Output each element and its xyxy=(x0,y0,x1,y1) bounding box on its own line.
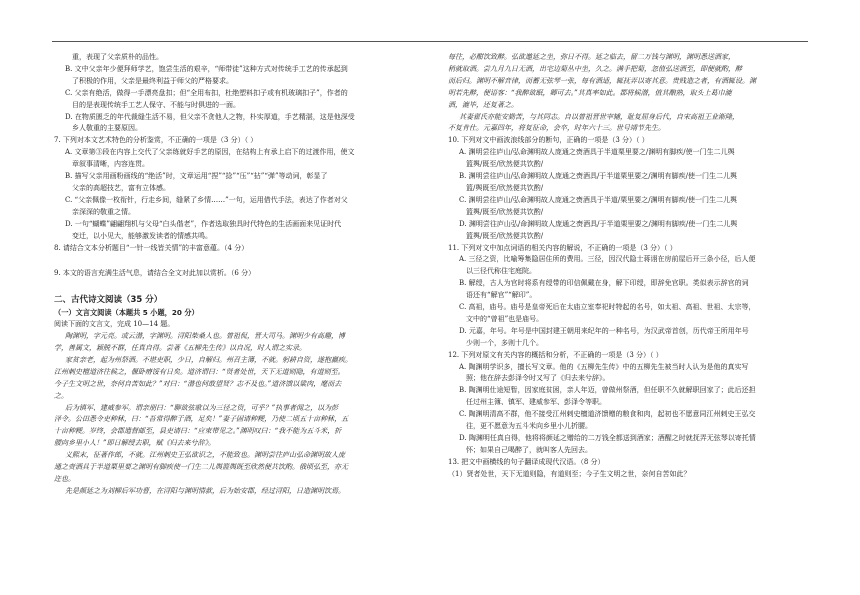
right-column xyxy=(448,52,818,481)
left-column-line: （一）文言文阅读（本题共 5 小题，20 分） xyxy=(54,308,199,318)
left-column-line: 学，善属文，颖脱不群，任真自得。尝著《五柳先生传》以自况，时人谓之实录。 xyxy=(54,344,306,353)
right-column-line: 篮舆/既至/欣然便共饮酌/ xyxy=(466,207,544,216)
left-column-line: 重，表现了父亲质朴的品性。 xyxy=(72,53,163,61)
left-column-line: 今子生文明之世，奈何自苦如此？”对曰：“潜也何敢望贤？志不及也。”道济馈以粱肉，麾而去 xyxy=(54,379,342,388)
right-column-line: 13. 把文中画横线的句子翻译成现代汉语。（8 分） xyxy=(448,457,605,466)
header-rule xyxy=(52,41,808,42)
right-column-line: C. 渊明尝往庐山/弘命渊明故人庞通之赍酒具于半道/栗里要之/渊明有脚疾/使一门生二儿舆 xyxy=(459,195,737,204)
right-column-line: 11. 下列对文中加点词语的相关内容的解说，不正确的一项是（3 分）（ ） xyxy=(448,243,677,252)
left-column-line: 十亩种粳。岁终，会郡遣督邮至，县吏请曰：“应束带见之。”渊明叹曰：“我不能为五斗米，折 xyxy=(54,427,342,436)
right-column-line: （1）贤者处世，天下无道则隐，有道则至；今子生文明之世，奈何自苦如此？ xyxy=(448,469,691,478)
left-column-line: 家贫亲老，起为州祭酒。不堪吏职，少日，自解归。州召主簿，不就。躬耕自资，遂抱羸疾。 xyxy=(65,355,352,364)
right-column-line: B. 解绶，古人为官时将系有绶带的印信佩戴在身，解下印绶，即辞免官职。类似表示辞官的词 xyxy=(459,279,749,288)
left-column-line: 了积极的作用，父亲是最终利益于师父的严格要求。 xyxy=(72,76,233,85)
right-column-line: C. 陶渊明清高不群，他不接受江州刺史檀道济馈赠的粮食和肉，起初也不愿意同江州刺史王弘交 xyxy=(459,410,756,419)
left-column-line: 先是颜延之为刘柳后军功曹，在浔阳与渊明情款，后为始安郡，经过浔阳，日造渊明饮焉。 xyxy=(65,486,345,495)
left-column-line: 迕也。 xyxy=(54,475,75,483)
right-column-line: 而后归。渊明不解音律，而蓄无弦琴一张，每有酒适，辄抚弄以寄其意。贵贱造之者，有酒辄设。渊 xyxy=(448,76,756,85)
right-column-line: A. 渊明尝往庐山/弘命渊明故人庞通之赍酒具于半道栗里要之/渊明有脚疾/使一门生二儿舆 xyxy=(459,148,735,157)
left-column-line: 腰向乡里小人！”即日解绶去职，赋《归去来兮辞》。 xyxy=(54,439,216,448)
right-column-line: A. 三径之资，比喻筹集隐居住所的费用。三径，因汉代隐士蒋诩在房前屋后开三条小径，后人便 xyxy=(459,255,756,264)
right-column-line: A. 陶渊明学识多，擅长写文章。他的《五柳先生传》中的五柳先生被当时人认为是他的真实写 xyxy=(459,362,749,371)
right-column-line: 篮舆/既至/欣然便共饮酌/ xyxy=(466,231,544,240)
right-column-line: 篮/舆既至/欣然便共饮酌/ xyxy=(466,183,544,192)
left-column-line: 后为镇军、建威参军。谓亲朋曰：“聊欲弦歌以为三径之资，可乎？”执事者闻之，以为彭 xyxy=(65,403,339,412)
right-column-line: B. 渊明尝往庐山/弘命渊明故人庞通之赍酒具/于半道栗里要之/渊明有脚疾/使一门生二儿舆 xyxy=(459,172,738,181)
left-column-line: 8. 请结合文本分析题目“一针一线皆关情”的丰富意蕴。（4 分） xyxy=(54,243,249,252)
left-column-line: 陶渊明，字元亮。或云潜，字渊明。浔阳柴桑人也。曾祖侃，晋大司马。渊明少有高趣，博 xyxy=(65,332,345,341)
right-column-line: 任过州主簿、镇军、建威参军、彭泽令等职。 xyxy=(466,398,606,407)
right-column-line: 少则一个，多则十几个。 xyxy=(466,338,543,347)
left-column-line: B. 文中父亲年少便拜师学艺，饱尝生活的艰辛，“师带徒”这种方式对传统手工艺的传承起到 xyxy=(65,64,348,73)
right-column-line: D. 渊明尝往庐山弘/命渊明故人庞通之赍酒具/于半道栗里要之/渊明有脚疾/使一门生二儿舆 xyxy=(459,219,738,228)
left-column-line: C. 父亲有绝活，做得一手漂亮盘扣；但“全用布扣，杜绝塑料扣子或有机玻璃扣子”，作者的 xyxy=(65,88,348,97)
right-column-line: D. 元嘉，年号。年号是中国封建王朝用来纪年的一种名号，为汉武帝首创，历代帝王所用年号 xyxy=(459,326,749,335)
left-column-line: D. 在物质匮乏的年代裁缝生活不易，但父亲不贪他人之物，朴实厚道，手艺精湛，这是他深受 xyxy=(65,112,355,121)
left-column xyxy=(54,52,424,498)
left-column-line: 江州刺史檀道济往候之，偃卧瘠馁有日矣。道济谓曰：“贤者处世，天下无道则隐，有道则至。 xyxy=(54,367,345,376)
left-column-line: 7. 下列对本文艺术特色的分析鉴赏，不正确的一项是（3 分）（ ） xyxy=(54,136,258,145)
left-column-line: B. 描写父亲用画粉画线的“绝活”时，文章运用“捏”“捻”“压”“拈”“弹”等动词，彰显了 xyxy=(65,172,328,181)
right-column-line: 稍就取酒。尝九月九日无酒，出宅边菊丛中坐，久之。满手把菊，忽值弘送酒至，即便就酌，醉 xyxy=(448,64,742,73)
right-column-line: D. 陶渊明任真自得，他将将颜延之赠给的二万钱全都送到酒家；酒醒之时就抚弄无弦琴以寄托情 xyxy=(459,434,756,442)
right-column-line: 不复肯仕。元嘉四年，将复征命，会卒，时年六十三。世号靖节先生。 xyxy=(448,124,665,133)
right-column-line: 每往，必酣饮致醉。弘欲邀延之坐，弥日不得。延之临去，留二万钱与渊明，渊明悉送酒家， xyxy=(448,53,735,61)
left-column-line: A. 文章第③段在内容上交代了父亲练就好手艺的原因，在结构上有承上启下的过渡作用，使文 xyxy=(65,148,355,157)
right-column-line: 10. 下列对文中画波浪线部分的断句，正确的一项是（3 分）（ ） xyxy=(448,136,649,145)
right-column-line: 酒，漉毕，还复著之。 xyxy=(448,100,518,109)
left-column-line: 9. 本文的语言充满生活气息，请结合全文对此加以赏析。（6 分） xyxy=(54,269,256,278)
right-column-line: 怀；如果自己喝醉了，就叫客人先回去。 xyxy=(466,445,592,454)
left-column-line: 目的是表现传统手工艺人保守、不能与时俱进的一面。 xyxy=(72,100,240,109)
left-column-line: 亲深深的敬重之情。 xyxy=(72,207,135,216)
left-column-line xyxy=(54,254,424,268)
left-column-line: 父亲的高超技艺，富有立体感。 xyxy=(72,183,170,192)
left-column-line: 乡人敬重的主要原因。 xyxy=(72,124,142,133)
left-column-line: 章叙事清晰，内容连贯。 xyxy=(72,160,149,169)
left-column-line: 之。 xyxy=(54,391,68,400)
left-column-line: 变迁，以小见大，能够激发读者的情感共鸣。 xyxy=(72,231,212,240)
left-column-line: 泽令。公田悉令吏种秫，曰：“吾常得醉于酒，足矣！”妻子固请种粳，乃使二顷五十亩种秫，五 xyxy=(54,415,349,424)
right-column-line: 篮舆/既至/欣然便共饮酌/ xyxy=(466,160,544,169)
left-column-line: 义熙末，征著作郎，不就。江州刺史王弘欲识之，不能致也。渊明尝往庐山弘命渊明故人庞 xyxy=(65,451,345,460)
left-column-line: 阅读下面的文言文，完成 10—14 题。 xyxy=(54,320,175,329)
left-column-line: C. “父亲佩像一枚衔针，行走乡间，缝紧了乡情……”一句，运用借代手法，表达了作者对父 xyxy=(65,195,348,204)
left-column-line xyxy=(54,280,424,294)
right-column-line: 其妻翟氏亦能安勤苦，与其同志。自以曾祖晋世宰辅，耻复屈身后代，自宋高祖王业渐隆， xyxy=(459,112,739,121)
right-column-line: 明若先醉，便语客：“我醉欲眠，卿可去。”其真率如此。郡将候潜，值其酿熟，取头上葛巾漉 xyxy=(448,88,732,97)
right-column-line: 以三径代称住宅庭院。 xyxy=(466,267,536,276)
right-column-line: C. 高祖，庙号。庙号是皇帝死后在太庙立室奉祀时特起的名号，如太祖、高祖、世祖、太宗等， xyxy=(459,303,756,312)
right-column-line: 12. 下列对原文有关内容的概括和分析，不正确的一项是（3 分）（ ） xyxy=(448,350,663,359)
right-column-line: 文中的“曾祖”也是庙号。 xyxy=(466,314,544,323)
left-column-line: D. 一句“蝴蝶”翩翩翔机与父母“白头偕老”，作者选取独具时代特色的生活画面来见证时代 xyxy=(65,219,342,228)
left-column-line: 通之赍酒具于半道栗里要之渊明有脚疾使一门生二儿舆篮舆既至欣然便共饮酌。俄顷弘至，亦无 xyxy=(54,463,348,472)
left-column-line: 二、古代诗文阅读（35 分） xyxy=(54,295,163,306)
right-column-line: B. 陶渊明仕途短暂，因家庭贫困，亲人年迈，曾做州祭酒，但任职不久就解职回家了；此后还担 xyxy=(459,386,756,395)
right-column-line: 语还有“解官”“解印”。 xyxy=(466,291,537,300)
right-column-line: 照；他在辞去彭泽令时又写了《归去来兮辞》。 xyxy=(466,374,610,383)
right-column-line: 往，更不愿意为五斗米向乡里小儿折腰。 xyxy=(466,422,592,431)
